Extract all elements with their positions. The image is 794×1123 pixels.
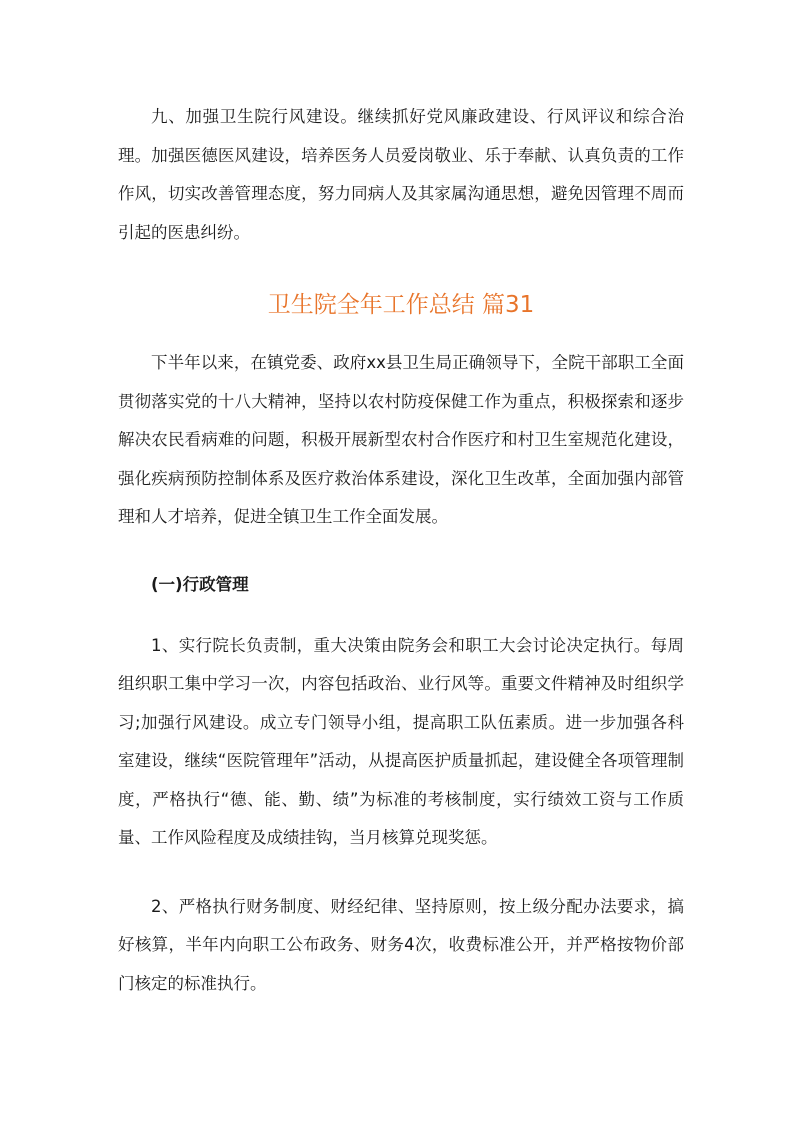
intro-paragraph: 下半年以来，在镇党委、政府xx县卫生局正确领导下，全院干部职工全面贯彻落实党的十八大精神，坚持以农村防疫保健工作为重点，积极探索和逐步解决农民看病难的问题，积极开展新型农村合作医疗和村卫生室规范化建设，强化疾病预防控制体系及医疗救治体系建设，深化卫生改革，全面加强内部管理和人才培养，促进全镇卫生工作全面发展。 <box>118 353 684 526</box>
section-title: 卫生院全年工作总结 篇31 <box>267 292 535 318</box>
document-page <box>118 98 684 1003</box>
subheading-administration: (一)行政管理 <box>151 574 249 594</box>
paragraph-nine: 九、加强卫生院行风建设。继续抓好党风廉政建设、行风评议和综合治理。加强医德医风建设，培养医务人员爱岗敬业、乐于奉献、认真负责的工作作风，切实改善管理态度，努力同病人及其家属沟通思想，避免因管理不周而引起的医患纠纷。 <box>118 107 684 242</box>
item-two-paragraph: 2、严格执行财务制度、财经纪律、坚持原则，按上级分配办法要求，搞好核算，半年内向职工公布政务、财务4次，收费标准公开，并严格按物价部门核定的标准执行。 <box>118 896 684 993</box>
item-one-paragraph: 1、实行院长负责制，重大决策由院务会和职工大会讨论决定执行。每周组织职工集中学习一次，内容包括政治、业行风等。重要文件精神及时组织学习;加强行风建设。成立专门领导小组，提高职工队伍素质。进一步加强各科室建设，继续“医院管理年”活动，从提高医护质量抓起，建设健全各项管理制度，严格执行“德、能、勤、绩”为标准的考核制度，实行绩效工资与工作质量、工作风险程度及成绩挂钩，当月核算兑现奖惩。 <box>118 635 684 847</box>
